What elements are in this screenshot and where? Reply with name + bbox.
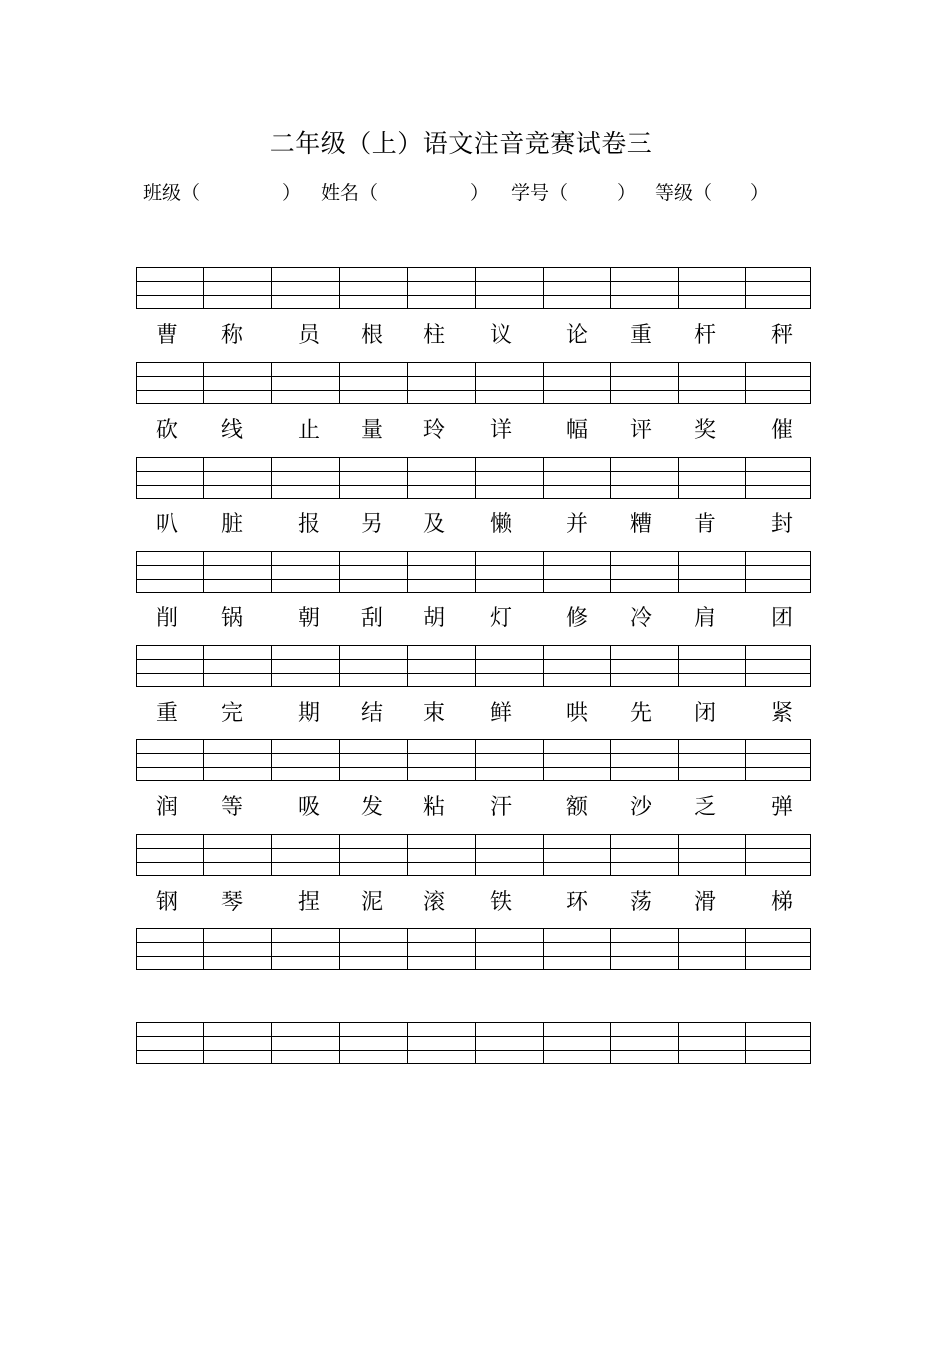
grid-column-divider [271,363,272,403]
grid-column-divider [610,458,611,498]
grade-field-close: ） [750,182,770,204]
grid-guide-line [137,848,810,849]
chinese-character: 止 [297,418,320,443]
pinyin-writing-grid[interactable] [136,551,811,593]
chinese-character: 详 [489,418,512,443]
chinese-character: 员 [297,323,320,348]
grid-column-divider [339,646,340,686]
page-title: 二年级（上）语文注音竞赛试卷三 [269,129,653,158]
chinese-character: 砍 [155,418,178,443]
chinese-character: 乏 [693,795,716,820]
chinese-character: 并 [565,512,588,537]
chinese-character: 封 [770,512,793,537]
grid-column-divider [339,740,340,780]
grid-column-divider [610,363,611,403]
grid-guide-line [137,579,810,580]
grid-guide-line [137,1036,810,1037]
grid-column-divider [475,646,476,686]
chinese-character: 重 [155,701,178,726]
character-row [0,793,950,823]
grid-guide-line [137,390,810,391]
chinese-character: 期 [297,701,320,726]
grid-column-divider [543,646,544,686]
chinese-character: 灯 [489,606,512,631]
grid-column-divider [407,458,408,498]
grid-column-divider [407,929,408,969]
chinese-character: 汗 [489,795,512,820]
chinese-character: 评 [629,418,652,443]
grid-column-divider [475,458,476,498]
chinese-character: 刮 [360,606,383,631]
grid-guide-line [137,673,810,674]
grid-column-divider [678,835,679,875]
chinese-character: 弹 [770,795,793,820]
chinese-character: 杆 [693,323,716,348]
pinyin-writing-grid[interactable] [136,834,811,876]
grid-column-divider [203,740,204,780]
character-row [0,510,950,540]
grid-column-divider [610,552,611,592]
chinese-character: 及 [422,512,445,537]
chinese-character: 幅 [565,418,588,443]
chinese-character: 额 [565,795,588,820]
character-row [0,699,950,729]
grid-column-divider [203,268,204,308]
chinese-character: 催 [770,418,793,443]
chinese-character: 脏 [220,512,243,537]
chinese-character: 玲 [422,418,445,443]
chinese-character: 粘 [422,795,445,820]
chinese-character: 琴 [220,890,243,915]
chinese-character: 根 [360,323,383,348]
grid-column-divider [678,740,679,780]
grid-column-divider [745,646,746,686]
grid-guide-line [137,565,810,566]
grid-column-divider [339,363,340,403]
chinese-character: 秤 [770,323,793,348]
chinese-character: 鲜 [489,701,512,726]
chinese-character: 重 [629,323,652,348]
pinyin-writing-grid[interactable] [136,457,811,499]
grid-column-divider [339,929,340,969]
grid-column-divider [745,552,746,592]
grid-column-divider [610,929,611,969]
grid-column-divider [339,552,340,592]
chinese-character: 梯 [770,890,793,915]
grid-column-divider [203,929,204,969]
grid-column-divider [475,835,476,875]
class-field-close: ） [282,182,302,204]
chinese-character: 修 [565,606,588,631]
chinese-character: 量 [360,418,383,443]
grid-column-divider [271,268,272,308]
chinese-character: 曹 [155,323,178,348]
grid-column-divider [543,929,544,969]
grid-column-divider [610,646,611,686]
chinese-character: 朝 [297,606,320,631]
grid-guide-line [137,471,810,472]
name-field-close: ） [470,182,490,204]
grid-column-divider [203,1023,204,1063]
pinyin-writing-grid[interactable] [136,928,811,970]
class-field-label: 班级（ [143,182,201,204]
grid-column-divider [203,835,204,875]
grid-guide-line [137,1050,810,1051]
grid-column-divider [678,363,679,403]
pinyin-writing-grid[interactable] [136,645,811,687]
chinese-character: 论 [565,323,588,348]
chinese-character: 锅 [220,606,243,631]
chinese-character: 柱 [422,323,445,348]
chinese-character: 紧 [770,701,793,726]
grid-column-divider [745,835,746,875]
grid-column-divider [407,552,408,592]
grid-column-divider [475,1023,476,1063]
chinese-character: 肩 [693,606,716,631]
grid-column-divider [407,835,408,875]
grid-column-divider [475,363,476,403]
grid-column-divider [407,268,408,308]
grid-column-divider [610,740,611,780]
grid-column-divider [543,740,544,780]
chinese-character: 叭 [155,512,178,537]
chinese-character: 线 [220,418,243,443]
chinese-character: 结 [360,701,383,726]
chinese-character: 奖 [693,418,716,443]
character-row [0,604,950,634]
grid-guide-line [137,767,810,768]
student-number-field-label: 学号（ [511,182,569,204]
chinese-character: 先 [629,701,652,726]
grid-column-divider [678,268,679,308]
grid-column-divider [678,929,679,969]
pinyin-writing-grid[interactable] [136,267,811,309]
grid-guide-line [137,485,810,486]
chinese-character: 完 [220,701,243,726]
grid-column-divider [339,835,340,875]
grid-guide-line [137,659,810,660]
grade-field-label: 等级（ [655,182,713,204]
grid-column-divider [271,929,272,969]
grid-column-divider [407,1023,408,1063]
chinese-character: 钢 [155,890,178,915]
grid-guide-line [137,295,810,296]
chinese-character: 胡 [422,606,445,631]
chinese-character: 铁 [489,890,512,915]
chinese-character: 称 [220,323,243,348]
grid-column-divider [271,1023,272,1063]
grid-column-divider [745,1023,746,1063]
grid-column-divider [543,363,544,403]
character-row [0,416,950,446]
character-row [0,321,950,351]
pinyin-writing-grid[interactable] [136,362,811,404]
pinyin-writing-grid[interactable] [136,739,811,781]
grid-column-divider [745,268,746,308]
chinese-character: 议 [489,323,512,348]
character-row [0,888,950,918]
chinese-character: 发 [360,795,383,820]
chinese-character: 束 [422,701,445,726]
grid-column-divider [203,552,204,592]
grid-column-divider [610,1023,611,1063]
grid-column-divider [475,929,476,969]
grid-column-divider [745,363,746,403]
chinese-character: 等 [220,795,243,820]
grid-column-divider [271,646,272,686]
pinyin-writing-grid[interactable] [136,1022,811,1064]
grid-guide-line [137,942,810,943]
grid-column-divider [745,458,746,498]
chinese-character: 懒 [489,512,512,537]
chinese-character: 捏 [297,890,320,915]
chinese-character: 泥 [360,890,383,915]
chinese-character: 团 [770,606,793,631]
grid-column-divider [543,1023,544,1063]
grid-column-divider [203,363,204,403]
grid-column-divider [339,458,340,498]
chinese-character: 另 [360,512,383,537]
chinese-character: 环 [565,890,588,915]
chinese-character: 哄 [565,701,588,726]
grid-guide-line [137,376,810,377]
chinese-character: 润 [155,795,178,820]
chinese-character: 糟 [629,512,652,537]
name-field-label: 姓名（ [321,182,379,204]
grid-column-divider [745,740,746,780]
chinese-character: 报 [297,512,320,537]
grid-column-divider [610,835,611,875]
grid-column-divider [407,740,408,780]
grid-column-divider [407,646,408,686]
chinese-character: 荡 [629,890,652,915]
grid-column-divider [339,268,340,308]
grid-column-divider [678,458,679,498]
grid-column-divider [339,1023,340,1063]
chinese-character: 削 [155,606,178,631]
grid-column-divider [543,268,544,308]
grid-column-divider [203,646,204,686]
grid-column-divider [543,458,544,498]
grid-guide-line [137,281,810,282]
chinese-character: 肯 [693,512,716,537]
grid-guide-line [137,753,810,754]
grid-column-divider [543,835,544,875]
grid-column-divider [271,552,272,592]
grid-column-divider [678,552,679,592]
chinese-character: 滑 [693,890,716,915]
chinese-character: 滚 [422,890,445,915]
grid-column-divider [271,835,272,875]
chinese-character: 冷 [629,606,652,631]
chinese-character: 沙 [629,795,652,820]
grid-column-divider [475,268,476,308]
grid-guide-line [137,862,810,863]
grid-column-divider [203,458,204,498]
grid-column-divider [610,268,611,308]
grid-column-divider [475,552,476,592]
grid-column-divider [271,740,272,780]
chinese-character: 吸 [297,795,320,820]
grid-column-divider [678,1023,679,1063]
grid-column-divider [407,363,408,403]
student-number-field-close: ） [617,182,637,204]
grid-column-divider [543,552,544,592]
grid-column-divider [678,646,679,686]
grid-column-divider [475,740,476,780]
grid-column-divider [745,929,746,969]
grid-guide-line [137,956,810,957]
grid-column-divider [271,458,272,498]
chinese-character: 闭 [693,701,716,726]
